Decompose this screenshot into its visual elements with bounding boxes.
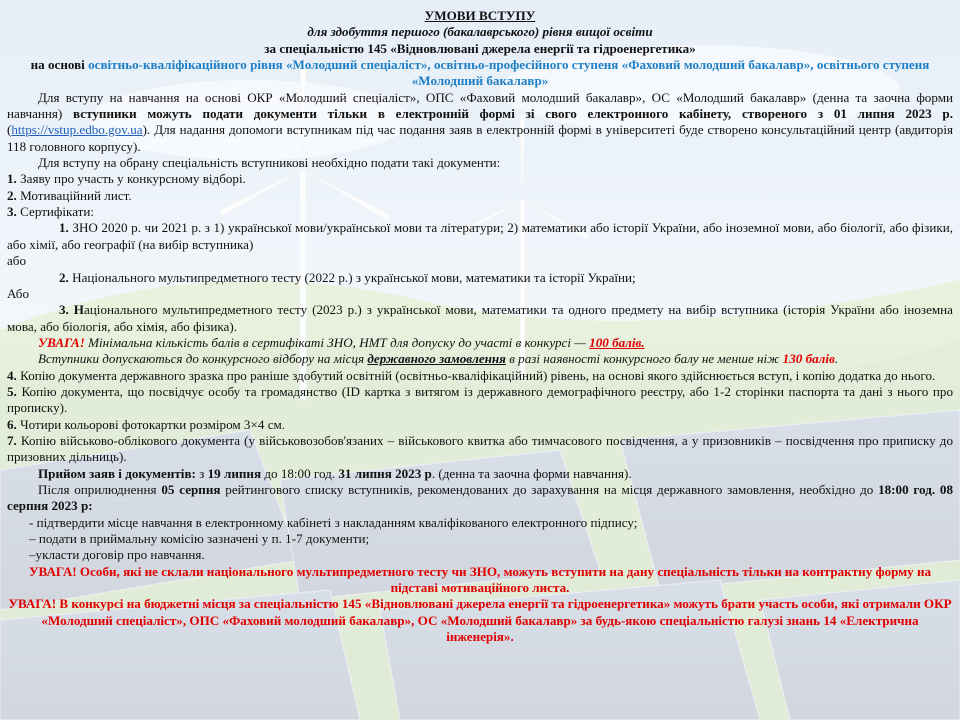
- list-item-text: Копію документа державного зразка про раніше здобутий освітній (освітньо-кваліфікаційний) рівень, на основі якого здійснюється вступ, і копію додатка до нього.: [20, 367, 936, 383]
- list-item-number: 3.: [7, 204, 17, 220]
- page-title: УМОВИ ВСТУПУ: [424, 8, 536, 23]
- step-item: - підтвердити місце навчання в електронному кабінеті з накладанням кваліфікованого електронного підпису;: [29, 514, 638, 530]
- final-warning-budget: УВАГА! В конкурсі на бюджетні місця за спеціальністю 145 «Відновлювані джерела енергії та гідроенергетика» можуть брати участь особи, які отримали ОКР «Молодший спеціаліст», ОПС «Фаховий молодший бакалавр», ОС «Молодший бакалавр» за будь-якою спеціальністю галузі знань 14 «Електрична інженерія».: [8, 596, 952, 645]
- reception-label: Прийом заяв і документів:: [38, 465, 196, 481]
- reception-end-date: 31 липня 2023 р: [338, 465, 432, 481]
- list-item: [7, 368, 953, 384]
- basis-levels: освітньо-кваліфікаційного рівня «Молодший спеціаліст», освітньо-професійного ступеня «Фаховий молодший бакалавр», освітнього ступеня «Молодший бакалавр»: [88, 57, 930, 89]
- vstup-link[interactable]: https://vstup.edbo.gov.ua: [11, 122, 143, 138]
- reception-dates: [7, 466, 953, 482]
- reception-text: . (денна та заочна форми навчання).: [431, 465, 632, 481]
- intro-link-close: ).: [142, 122, 151, 138]
- warning-state-order: [7, 351, 953, 367]
- step-item: – подати в приймальну комісію зазначені у п. 1-7 документи;: [29, 531, 370, 546]
- intro-text: Для вступу на навчання на основі ОКР «Молодший спеціаліст», ОПС «Фаховий молодший бакалавр», ОС «Молодший бакалавр» (денна та заочна форми навчання): [7, 89, 953, 122]
- after-text: рейтингового списку вступників, рекомендованих до зарахування на місця державного замовлення, необхідно до: [225, 481, 874, 497]
- docs-intro: Для вступу на обрану спеціальність вступникові необхідно подати такі документи:: [38, 155, 501, 171]
- list-item: [7, 384, 953, 417]
- list-item-number: 4.: [7, 367, 17, 383]
- list-item-number: 2.: [7, 187, 17, 203]
- confirm-deadline: 18:00 год. 08 серпня 2023 р:: [7, 481, 953, 514]
- reception-text: з: [199, 465, 205, 481]
- list-item-text: Заяву про участь у конкурсному відборі.: [20, 171, 246, 187]
- cert-or-1: або: [7, 253, 27, 269]
- list-item-text: Мотиваційний лист.: [20, 187, 132, 203]
- state-order-label: державного замовлення: [367, 351, 506, 367]
- list-item: [7, 417, 953, 433]
- reception-text: до 18:00 год.: [264, 465, 336, 481]
- list-item: [7, 204, 953, 220]
- list-item-text: Сертифікати:: [20, 204, 95, 220]
- cert-item-2: [7, 270, 953, 286]
- warning-min-score: [7, 335, 953, 351]
- cert-item-3: [7, 302, 953, 335]
- admission-conditions: [7, 8, 953, 645]
- reception-start-date: 19 липня: [207, 465, 262, 481]
- list-item: [7, 433, 953, 466]
- list-item: [7, 188, 953, 204]
- warning-label: УВАГА!: [38, 334, 85, 350]
- list-item-number: 5.: [7, 383, 17, 399]
- after-ranking: [7, 482, 953, 515]
- list-item-number: 6.: [7, 416, 17, 432]
- cert-number: 1.: [59, 220, 69, 236]
- intro-paragraph: [7, 90, 953, 155]
- list-item: [7, 171, 953, 187]
- cert-number: 3. Н: [59, 302, 84, 318]
- cert-text: ЗНО 2020 р. чи 2021 р. з 1) української мови/української мови та літератури; 2) математики або історії України, або іноземної мови, або біології, або фізики, або хімії, або географії (на вибір вступника): [7, 220, 953, 252]
- step-item: –укласти договір про навчання.: [29, 547, 205, 563]
- basis-line: [7, 57, 953, 90]
- list-item-text: Копію документа, що посвідчує особу та громадянство (ID картка з витягом із державного демографічного реєстру, або 1-2 сторінки паспорта та дані з нього про прописку).: [7, 383, 953, 416]
- intro-consult-text: Для надання допомоги вступникам під час подання заяв в електронній формі в університеті буде створено консультаційний центр (авдиторія 118 головного корпусу).: [7, 122, 953, 154]
- list-item-text: Чотири кольорові фотокартки розміром 3×4 см.: [20, 416, 286, 432]
- cert-text: аціонального мультипредметного тесту (2023 р.) з української мови, математики та одного предмету на вибір вступника (історія України або іноземна мова, або біологія, або хімія, або фізика).: [7, 302, 953, 334]
- list-item-text: Копію військово-облікового документа (у військовозобов'язаних – військового квитка або тимчасового посвідчення, а у призовників – посвідчення про приписку до призовних дільниць).: [7, 432, 954, 465]
- cert-text: Національного мультипредметного тесту (2022 р.) з української мови, математики та історії України;: [72, 269, 636, 285]
- cert-item-1: [7, 220, 953, 253]
- warning-text: в разі наявності конкурсного балу не менше ніж: [509, 351, 780, 367]
- list-item-number: 7.: [7, 432, 17, 448]
- intro-link-open: (: [7, 122, 12, 138]
- ranking-date: 05 серпня: [161, 481, 221, 497]
- specialty-line: за спеціальністю 145 «Відновлювані джерела енергії та гідроенергетика»: [264, 40, 696, 56]
- cert-or-2: Або: [7, 285, 29, 301]
- warning-text: Вступники допускаються до конкурсного відбору на місця: [38, 351, 365, 367]
- intro-deadline-text: вступники можуть подати документи тільки в електронній формі зі свого електронного кабінету, створеного з 01 липня 2023 р.: [73, 106, 953, 122]
- list-item-number: 1.: [7, 171, 17, 187]
- after-text: Після оприлюднення: [38, 481, 157, 497]
- cert-number: 2.: [59, 269, 69, 285]
- warning-text: Мінімальна кількість балів в сертифікаті ЗНО, НМТ для допуску до участі в конкурсі —: [88, 334, 586, 350]
- min-score-value: 100 балів.: [589, 334, 645, 350]
- state-order-score: 130 балів: [782, 351, 835, 367]
- final-warning-contract: УВАГА! Особи, які не склали національного мультипредметного тесту чи ЗНО, можуть вступити на дану спеціальність тільки на контрактну форму на підставі мотиваційного листа.: [28, 563, 932, 596]
- degree-subtitle: для здобуття першого (бакалаврського) рівня вищої освіти: [307, 24, 653, 40]
- basis-prefix: на основі: [30, 57, 85, 73]
- warning-end: .: [834, 351, 839, 367]
